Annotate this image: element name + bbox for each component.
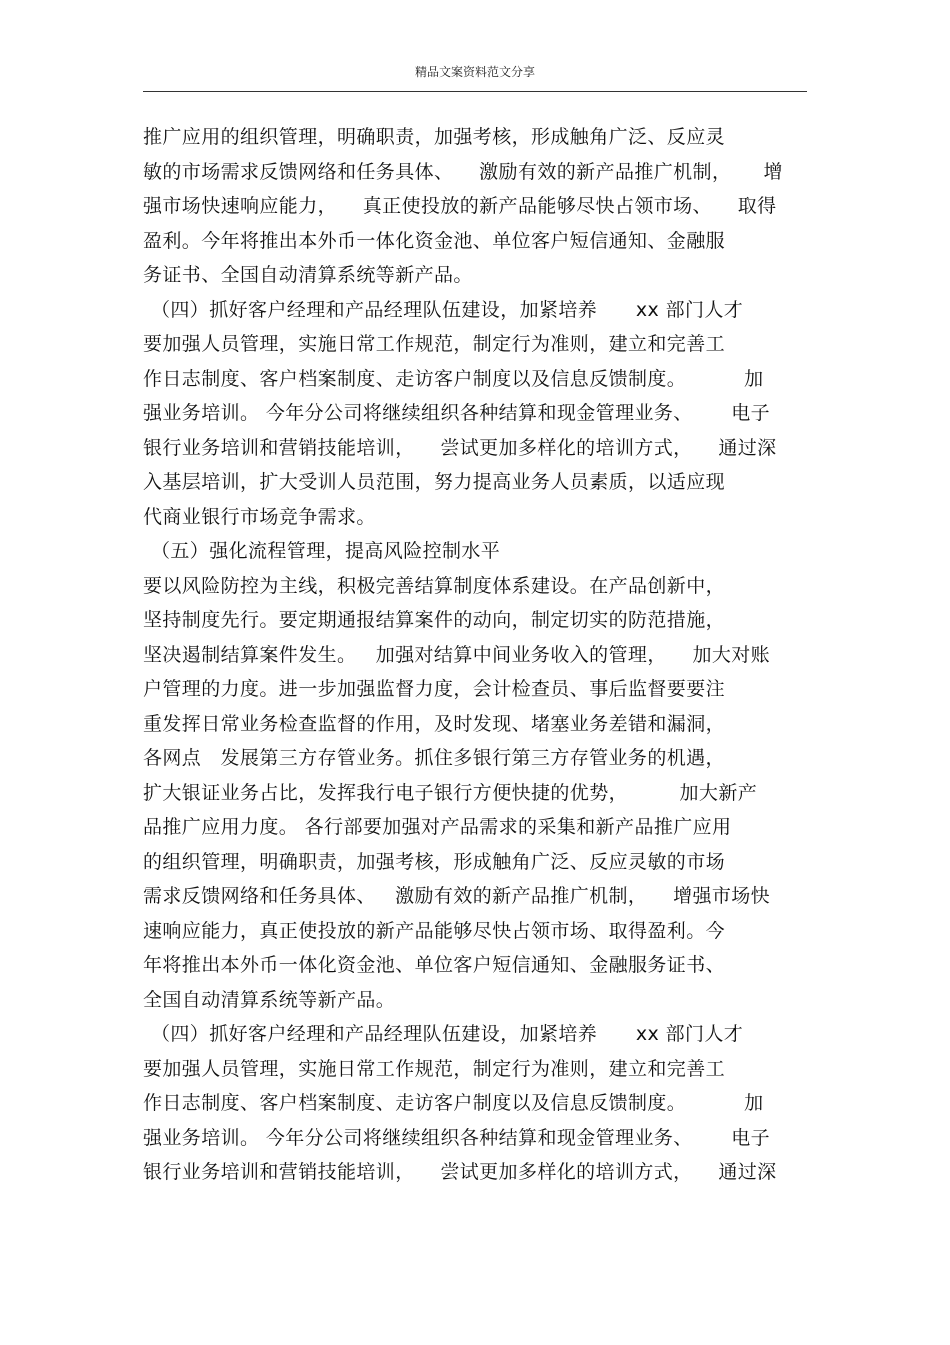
text-line: 强业务培训。 今年分公司将继续组织各种结算和现金管理业务、 电子 xyxy=(143,402,771,424)
text-line: 扩大银证业务占比，发挥我行电子银行方便快捷的优势， 加大新产 xyxy=(143,781,758,804)
text-line: 强市场快速响应能力， 真正使投放的新产品能够尽快占领市场、 取得 xyxy=(143,195,777,217)
text-line: 银行业务培训和营销技能培训， 尝试更加多样化的培训方式， 通过深 xyxy=(143,436,777,459)
text-line: 坚决遏制结算案件发生。 加强对结算中间业务收入的管理， 加大对账 xyxy=(143,643,771,666)
text-line: 坚持制度先行。要定期通报结算案件的动向，制定切实的防范措施， xyxy=(143,609,726,631)
text-line: 作日志制度、客户档案制度、走访客户制度以及信息反馈制度。 加 xyxy=(143,1092,764,1114)
text-line: 银行业务培训和营销技能培训， 尝试更加多样化的培训方式， 通过深 xyxy=(143,1161,777,1183)
header-divider xyxy=(143,91,807,92)
text-line: 强业务培训。 今年分公司将继续组织各种结算和现金管理业务、 电子 xyxy=(143,1126,771,1149)
text-line: 户管理的力度。进一步加强监督力度，会计检查员、事后监督要要注 xyxy=(143,678,726,700)
text-line: 速响应能力，真正使投放的新产品能够尽快占领市场、取得盈利。今 xyxy=(143,919,726,942)
text-line: 各网点 发展第三方存管业务。抓住多银行第三方存管业务的机遇， xyxy=(143,747,725,769)
text-line: 年将推出本外币一体化资金池、单位客户短信通知、金融服务证书、 xyxy=(143,954,726,976)
text-line: 盈利。今年将推出本外币一体化资金池、单位客户短信通知、金融服 xyxy=(143,229,726,252)
text-line: 务证书、全国自动清算系统等新产品。 xyxy=(143,264,473,286)
document-body xyxy=(143,120,823,1190)
text-line: 重发挥日常业务检查监督的作用，及时发现、堵塞业务差错和漏洞， xyxy=(143,712,726,735)
text-line: 要加强人员管理，实施日常工作规范，制定行为准则，建立和完善工 xyxy=(143,1057,726,1080)
section-heading: （四）抓好客户经理和产品经理队伍建设，加紧培养 xx 部门人才 xyxy=(151,298,744,321)
text-line: 需求反馈网络和任务具体、 激励有效的新产品推广机制， 增强市场快 xyxy=(143,885,771,907)
page-header: 精品文案资料范文分享 xyxy=(414,65,535,79)
text-line: 的组织管理，明确职责，加强考核，形成触角广泛、反应灵敏的市场 xyxy=(143,850,726,873)
section-heading: （五）强化流程管理，提高风险控制水平 xyxy=(151,540,501,562)
text-line: 推广应用的组织管理，明确职责，加强考核，形成触角广泛、反应灵 xyxy=(143,126,726,148)
text-line: 作日志制度、客户档案制度、走访客户制度以及信息反馈制度。 加 xyxy=(143,367,764,390)
text-line: 代商业银行市场竞争需求。 xyxy=(143,505,376,528)
section-heading: （四）抓好客户经理和产品经理队伍建设，加紧培养 xx 部门人才 xyxy=(151,1023,744,1045)
text-line: 品推广应用力度。 各行部要加强对产品需求的采集和新产品推广应用 xyxy=(143,816,732,838)
text-line: 入基层培训，扩大受训人员范围，努力提高业务人员素质，以适应现 xyxy=(143,471,726,493)
text-line: 全国自动清算系统等新产品。 xyxy=(143,988,396,1011)
text-line: 要加强人员管理，实施日常工作规范，制定行为准则，建立和完善工 xyxy=(143,333,726,355)
text-line: 要以风险防控为主线，积极完善结算制度体系建设。在产品创新中， xyxy=(143,574,726,597)
text-line: 敏的市场需求反馈网络和任务具体、 激励有效的新产品推广机制， 增 xyxy=(143,160,783,183)
